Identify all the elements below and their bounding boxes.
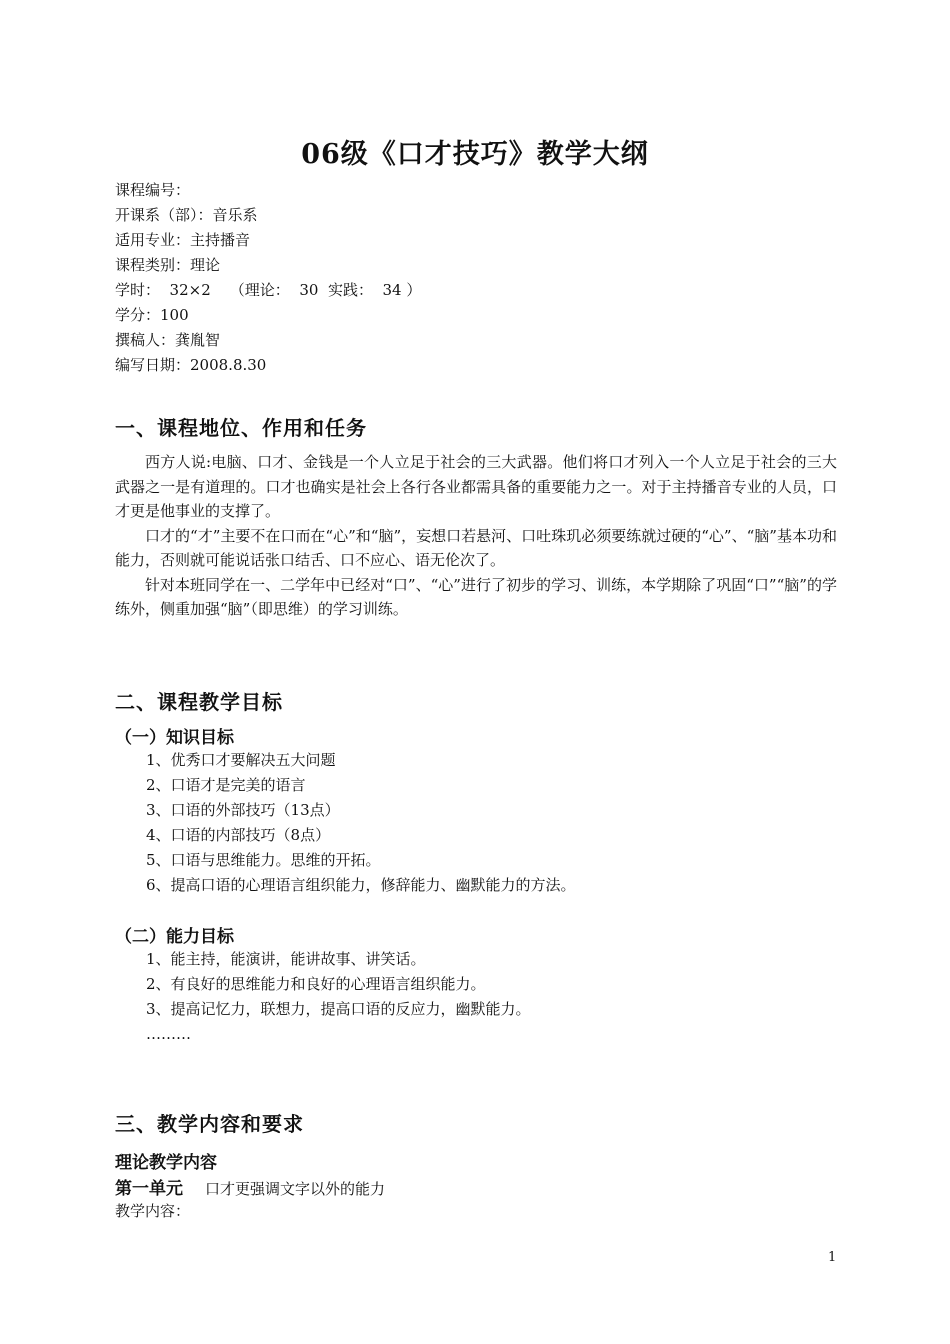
- unit-label: 第一单元: [115, 1179, 183, 1199]
- unit-title: 口才更强调文字以外的能力: [205, 1180, 386, 1198]
- paragraph: 口才的“才”主要不在口而在“心”和“脑”，妄想口若悬河、口吐珠玑必须要练就过硬的“心”、“脑”基本功和能力，否则就可能说话张口结舌、口不应心、语无伦次了。: [115, 526, 837, 569]
- knowledge-goals-heading: （一）知识目标: [115, 728, 234, 748]
- ability-goals-heading: （二）能力目标: [115, 927, 234, 947]
- ability-goals-list: [146, 947, 531, 1047]
- list-item: 2、有良好的思维能力和良好的心理语言组织能力。: [146, 975, 486, 993]
- theory-content-heading: 理论教学内容: [115, 1153, 217, 1173]
- section3-heading: 三、教学内容和要求: [115, 1112, 304, 1136]
- class-hours: 学时： 32×2 （理论： 30 实践： 34 ）: [115, 281, 422, 299]
- course-code: 课程编号：: [115, 181, 191, 199]
- date-written: 编写日期：2008.8.30: [115, 356, 267, 374]
- course-info: [115, 178, 421, 378]
- ellipsis: ………: [146, 1025, 191, 1043]
- section1-heading: 一、课程地位、作用和任务: [115, 416, 367, 440]
- major: 适用专业：主持播音: [115, 231, 251, 249]
- author: 撰稿人：龚胤智: [115, 331, 221, 349]
- teaching-content-label: 教学内容：: [115, 1202, 191, 1220]
- unit-row: [115, 1174, 385, 1199]
- list-item: 3、口语的外部技巧（13点）: [146, 801, 340, 819]
- list-item: 1、优秀口才要解决五大问题: [146, 751, 336, 769]
- paragraph: 针对本班同学在一、二学年中已经对“口”、“心”进行了初步的学习、训练，本学期除了巩固“口”“脑”的学练外，侧重加强“脑”（即思维）的学习训练。: [115, 575, 837, 618]
- document-title: 06级《口才技巧》教学大纲: [301, 139, 649, 170]
- list-item: 3、提高记忆力，联想力，提高口语的反应力，幽默能力。: [146, 1000, 531, 1018]
- course-category: 课程类别：理论: [115, 256, 221, 274]
- section2-heading: 二、课程教学目标: [115, 690, 283, 714]
- list-item: 1、能主持，能演讲，能讲故事、讲笑话。: [146, 950, 426, 968]
- paragraph: 西方人说:电脑、口才、金钱是一个人立足于社会的三大武器。他们将口才列入一个人立足于社会的三大武器之一是有道理的。口才也确实是社会上各行各业都需具备的重要能力之一。对于主持播音专业的人员，口才更是他事业的支撑了。: [115, 453, 837, 520]
- list-item: 2、口语才是完美的语言: [146, 776, 306, 794]
- knowledge-goals-list: [146, 748, 576, 898]
- list-item: 6、提高口语的心理语言组织能力，修辞能力、幽默能力的方法。: [146, 876, 576, 894]
- department: 开课系（部）：音乐系: [115, 206, 258, 224]
- list-item: 5、口语与思维能力。思维的开拓。: [146, 851, 381, 869]
- credits: 学分：100: [115, 306, 189, 324]
- section1-body: [115, 450, 837, 622]
- page-number: 1: [828, 1250, 837, 1265]
- list-item: 4、口语的内部技巧（8点）: [146, 826, 331, 844]
